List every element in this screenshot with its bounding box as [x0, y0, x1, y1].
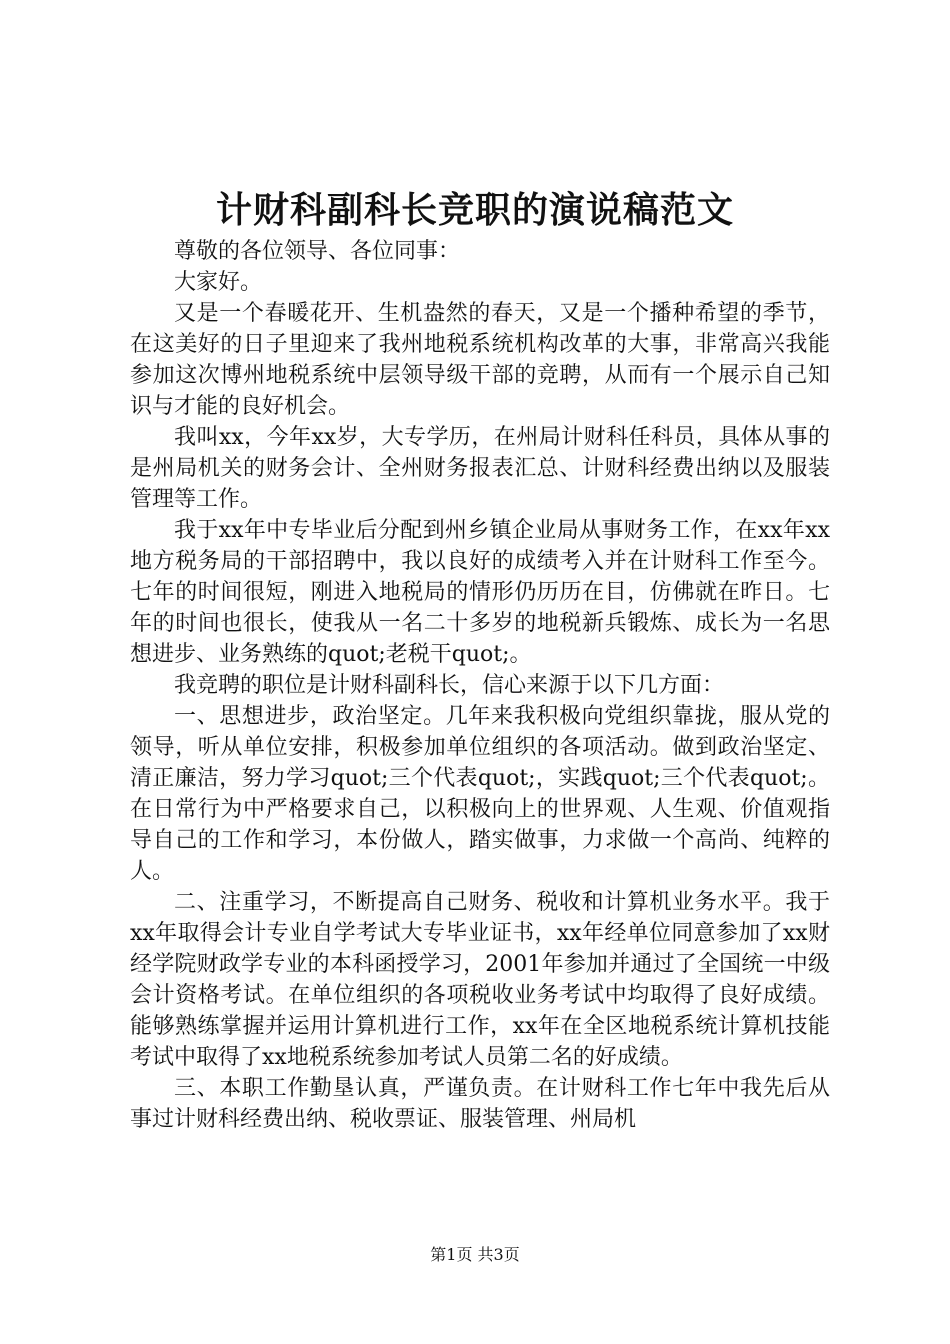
body-paragraph: 二、注重学习，不断提高自己财务、税收和计算机业务水平。我于xx年取得会计专业自学考试大专毕业证书，xx年经单位同意参加了xx财经学院财政学专业的本科函授学习，2001年参加并通过了全国统一中级会计资格考试。在单位组织的各项税收业务考试中均取得了良好成绩。能够熟练掌握并运用计算机进行工作，xx年在全区地税系统计算机技能考试中取得了xx地税系统参加考试人员第二名的好成绩。 — [130, 890, 830, 1070]
salutation-paragraph: 尊敬的各位领导、各位同事： — [174, 239, 461, 264]
body-paragraph: 又是一个春暖花开、生机盎然的春天，又是一个播种希望的季节，在这美好的日子里迎来了我州地税系统机构改革的大事，非常高兴我能参加这次博州地税系统中层领导级干部的竞聘，从而有一个展示自己知识与才能的良好机会。 — [130, 301, 830, 419]
document-body — [130, 236, 830, 1135]
document-title: 计财科副科长竞职的演说稿范文 — [215, 189, 734, 231]
page-footer: 第1页 共3页 — [430, 1245, 520, 1264]
greeting-paragraph: 大家好。 — [174, 270, 263, 295]
body-paragraph: 我叫xx，今年xx岁，大专学历，在州局计财科任科员，具体从事的是州局机关的财务会计、全州财务报表汇总、计财科经费出纳以及服装管理等工作。 — [130, 425, 830, 512]
body-paragraph: 三、本职工作勤垦认真，严谨负责。在计财科工作七年中我先后从事过计财科经费出纳、税收票证、服装管理、州局机 — [130, 1076, 830, 1132]
body-paragraph: 我竞聘的职位是计财科副科长，信心来源于以下几方面： — [174, 673, 725, 698]
body-paragraph: 我于xx年中专毕业后分配到州乡镇企业局从事财务工作，在xx年xx地方税务局的干部招聘中，我以良好的成绩考入并在计财科工作至今。七年的时间很短，刚进入地税局的情形仍历历在目，仿佛就在昨日。七年的时间也很长，使我从一名二十多岁的地税新兵锻炼、成长为一名思想进步、业务熟练的quot;老税干quot;。 — [130, 518, 830, 667]
body-paragraph: 一、思想进步，政治坚定。几年来我积极向党组织靠拢，服从党的领导，听从单位安排，积极参加单位组织的各项活动。做到政治坚定、清正廉洁，努力学习quot;三个代表quot;，实践quot;三个代表quot;。在日常行为中严格要求自己，以积极向上的世界观、人生观、价值观指导自己的工作和学习，本份做人，踏实做事，力求做一个高尚、纯粹的人。 — [130, 704, 830, 884]
